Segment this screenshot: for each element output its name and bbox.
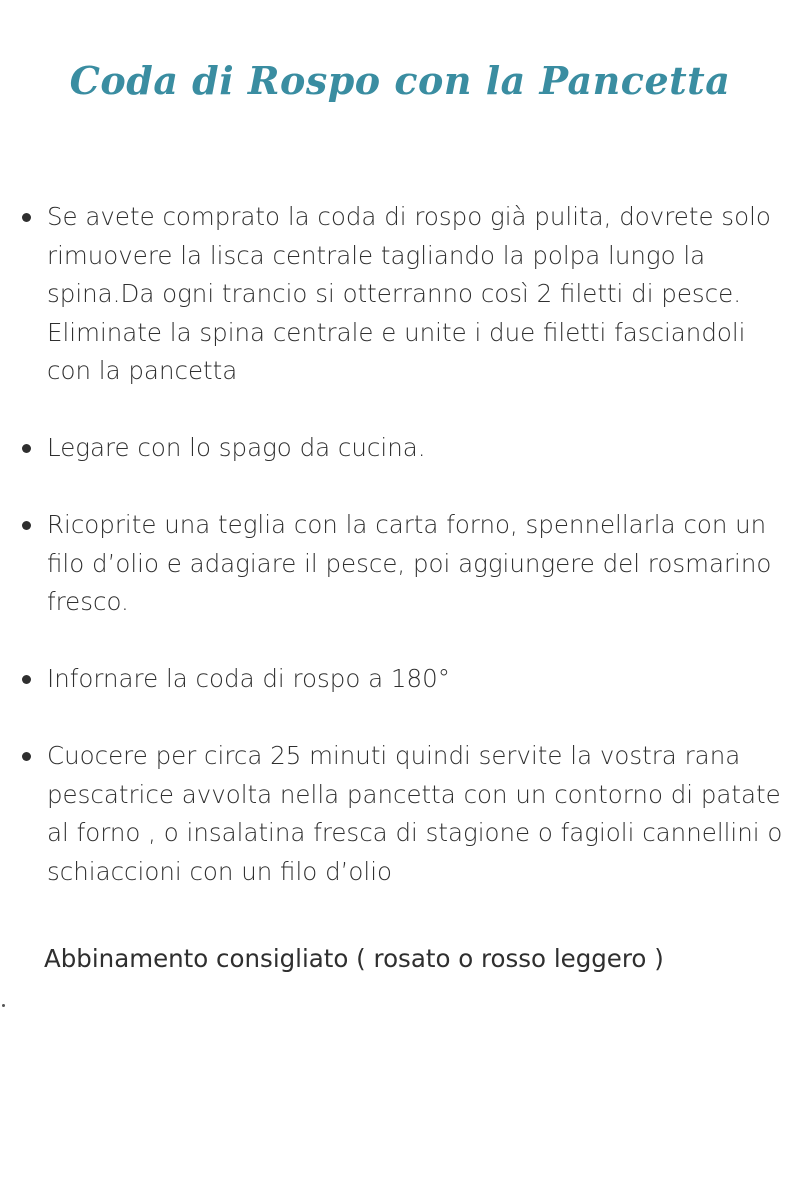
step-text: Infornare la coda di rospo a 180° [47,664,450,693]
stray-dot-mark [2,1004,5,1007]
wine-pairing-note: Abbinamento consigliato ( rosato o rosso leggero ) [44,944,664,973]
step-text: Se avete comprato la coda di rospo già pulita, dovrete solo rimuovere la lisca centrale tagliando la polpa lungo la spina.Da ogni trancio si otterranno così 2 filetti di pesce. Eliminate la spina centrale e unite i due filetti fasciandoli con la pancetta [47,202,771,385]
step-text: Ricoprite una teglia con la carta forno, spennellarla con un filo d’olio e adagiare il pesce, poi aggiungere del rosmarino fresco. [47,510,772,616]
bullet-icon [22,213,31,222]
step-text: Legare con lo spago da cucina. [47,433,426,462]
bullet-icon [22,444,31,453]
recipe-step-2 [0,429,800,468]
bullet-icon [22,752,31,761]
bullet-icon [22,521,31,530]
recipe-title: Coda di Rospo con la Pancetta [69,58,731,103]
recipe-step-3 [0,506,800,622]
bullet-icon [22,675,31,684]
step-text: Cuocere per circa 25 minuti quindi servite la vostra rana pescatrice avvolta nella pancetta con un contorno di patate al forno , o insalatina fresca di stagione o fagioli cannellini o schiaccioni con un filo d’olio [47,741,783,886]
recipe-step-4 [0,660,800,699]
recipe-step-5 [0,737,800,891]
recipe-steps-list [0,198,800,930]
recipe-step-1 [0,198,800,391]
